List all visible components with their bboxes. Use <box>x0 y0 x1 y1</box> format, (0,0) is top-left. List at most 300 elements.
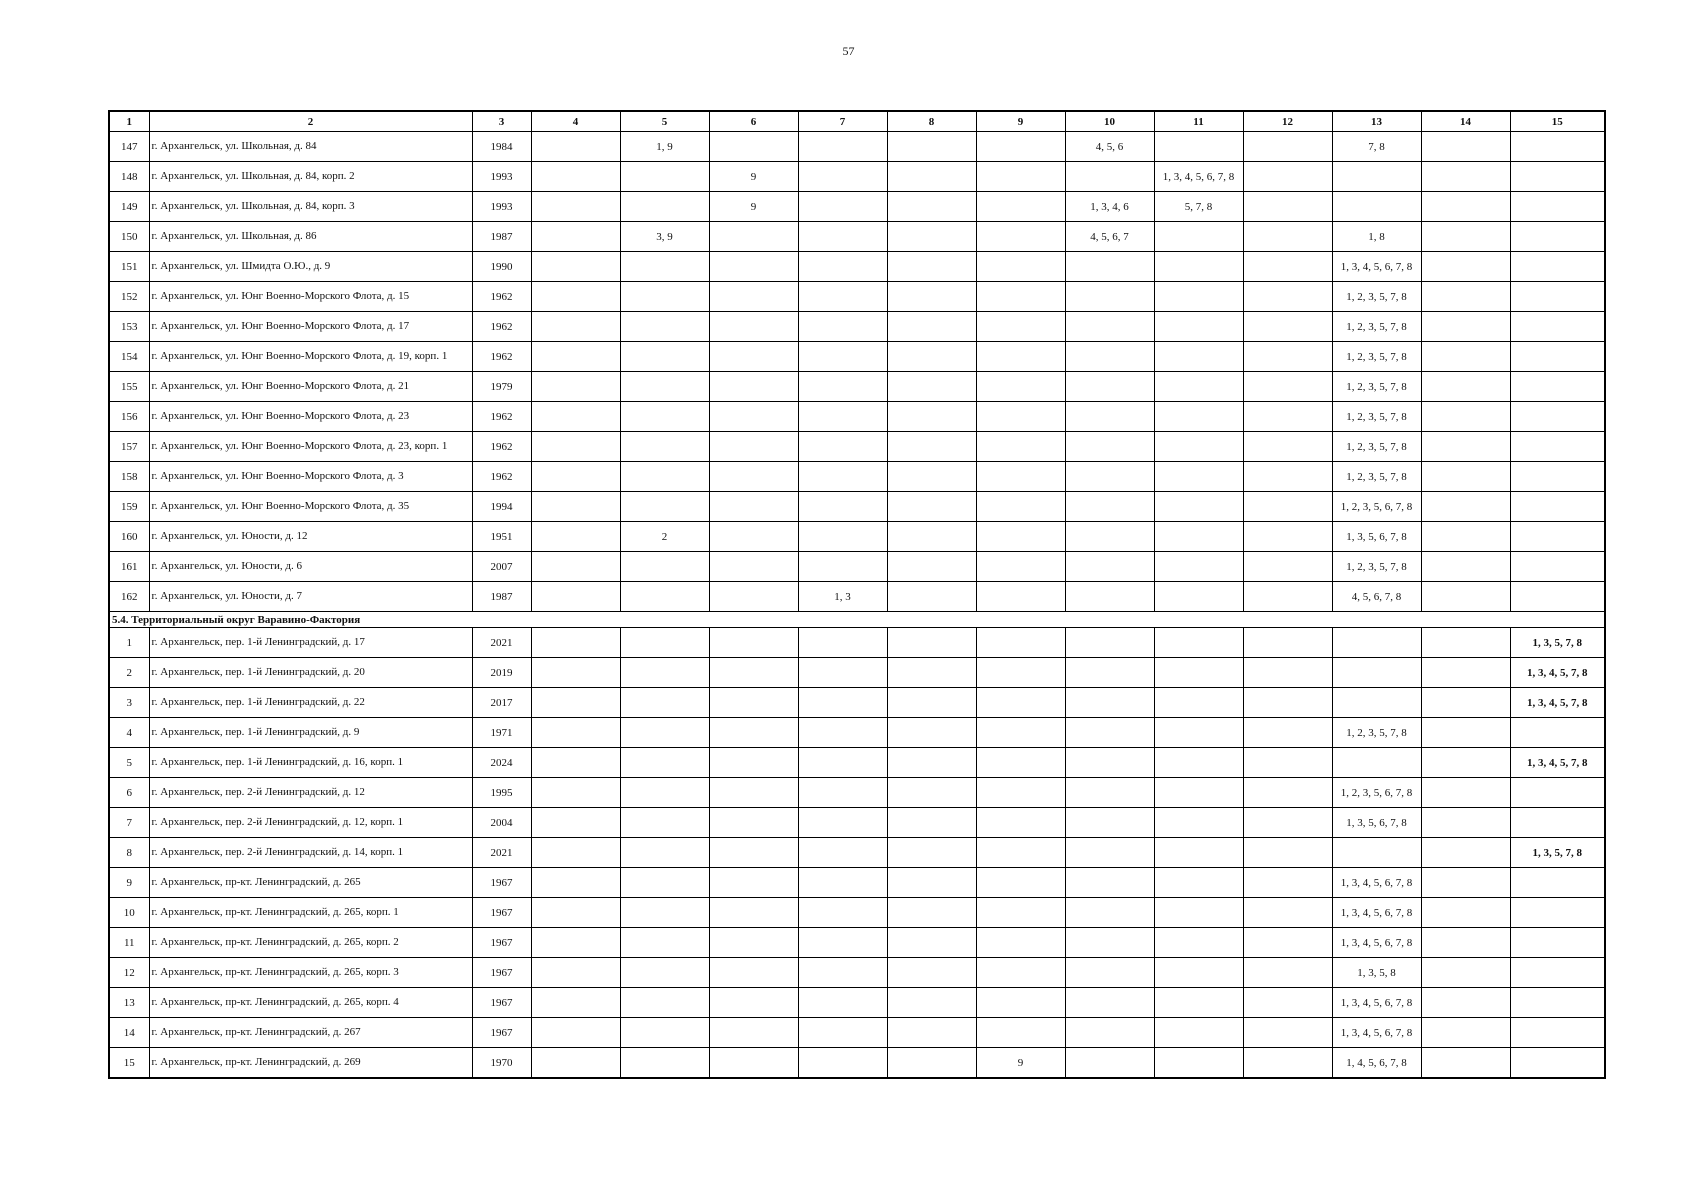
value-cell-8 <box>887 222 976 252</box>
year-cell: 2004 <box>472 808 531 838</box>
value-cell-4 <box>531 928 620 958</box>
value-cell-7 <box>798 928 887 958</box>
table-row <box>109 688 1605 718</box>
value-cell-7 <box>798 132 887 162</box>
year-cell: 2024 <box>472 748 531 778</box>
table-row <box>109 988 1605 1018</box>
value-cell-11 <box>1154 252 1243 282</box>
value-cell-13 <box>1332 688 1421 718</box>
value-cell-14 <box>1421 192 1510 222</box>
table-row <box>109 372 1605 402</box>
value-cell-13: 1, 3, 5, 6, 7, 8 <box>1332 522 1421 552</box>
value-cell-15 <box>1510 958 1605 988</box>
value-cell-13: 1, 2, 3, 5, 7, 8 <box>1332 342 1421 372</box>
row-number-cell: 158 <box>109 462 149 492</box>
year-cell: 1993 <box>472 162 531 192</box>
year-cell: 1995 <box>472 778 531 808</box>
value-cell-12 <box>1243 718 1332 748</box>
value-cell-12 <box>1243 748 1332 778</box>
year-cell: 1962 <box>472 432 531 462</box>
value-cell-9 <box>976 898 1065 928</box>
value-cell-14 <box>1421 312 1510 342</box>
value-cell-12 <box>1243 808 1332 838</box>
value-cell-14 <box>1421 898 1510 928</box>
value-cell-14 <box>1421 462 1510 492</box>
row-number-cell: 160 <box>109 522 149 552</box>
year-cell: 1967 <box>472 988 531 1018</box>
value-cell-9 <box>976 342 1065 372</box>
column-header: 4 <box>531 111 620 132</box>
address-cell: г. Архангельск, ул. Школьная, д. 86 <box>149 222 472 252</box>
value-cell-15 <box>1510 342 1605 372</box>
value-cell-12 <box>1243 282 1332 312</box>
value-cell-7 <box>798 222 887 252</box>
table-row <box>109 1048 1605 1079</box>
value-cell-5 <box>620 162 709 192</box>
value-cell-6 <box>709 868 798 898</box>
row-number-cell: 9 <box>109 868 149 898</box>
value-cell-9 <box>976 432 1065 462</box>
value-cell-9 <box>976 868 1065 898</box>
value-cell-15: 1, 3, 5, 7, 8 <box>1510 628 1605 658</box>
table-row <box>109 1018 1605 1048</box>
value-cell-6 <box>709 1018 798 1048</box>
header-row <box>109 111 1605 132</box>
value-cell-7 <box>798 252 887 282</box>
value-cell-12 <box>1243 132 1332 162</box>
value-cell-14 <box>1421 372 1510 402</box>
value-cell-7 <box>798 838 887 868</box>
value-cell-6 <box>709 552 798 582</box>
value-cell-15 <box>1510 192 1605 222</box>
address-cell: г. Архангельск, ул. Юнг Военно-Морского Флота, д. 21 <box>149 372 472 402</box>
value-cell-11: 5, 7, 8 <box>1154 192 1243 222</box>
row-number-cell: 149 <box>109 192 149 222</box>
value-cell-11 <box>1154 222 1243 252</box>
value-cell-13: 1, 3, 4, 5, 6, 7, 8 <box>1332 988 1421 1018</box>
value-cell-11 <box>1154 868 1243 898</box>
address-cell: г. Архангельск, пер. 1-й Ленинградский, д. 22 <box>149 688 472 718</box>
year-cell: 1962 <box>472 462 531 492</box>
value-cell-11 <box>1154 522 1243 552</box>
value-cell-4 <box>531 492 620 522</box>
value-cell-9 <box>976 988 1065 1018</box>
value-cell-13 <box>1332 628 1421 658</box>
value-cell-7 <box>798 988 887 1018</box>
value-cell-11 <box>1154 1018 1243 1048</box>
value-cell-13: 1, 8 <box>1332 222 1421 252</box>
address-cell: г. Архангельск, ул. Юнг Военно-Морского Флота, д. 17 <box>149 312 472 342</box>
value-cell-11 <box>1154 808 1243 838</box>
value-cell-10 <box>1065 868 1154 898</box>
value-cell-15 <box>1510 282 1605 312</box>
year-cell: 1993 <box>472 192 531 222</box>
table-row <box>109 192 1605 222</box>
value-cell-8 <box>887 402 976 432</box>
value-cell-5 <box>620 282 709 312</box>
value-cell-5 <box>620 582 709 612</box>
row-number-cell: 4 <box>109 718 149 748</box>
value-cell-9 <box>976 1018 1065 1048</box>
value-cell-13: 1, 3, 4, 5, 6, 7, 8 <box>1332 868 1421 898</box>
year-cell: 1984 <box>472 132 531 162</box>
value-cell-8 <box>887 282 976 312</box>
value-cell-14 <box>1421 838 1510 868</box>
value-cell-13: 1, 2, 3, 5, 7, 8 <box>1332 372 1421 402</box>
value-cell-12 <box>1243 688 1332 718</box>
year-cell: 1951 <box>472 522 531 552</box>
address-cell: г. Архангельск, ул. Школьная, д. 84 <box>149 132 472 162</box>
value-cell-10 <box>1065 162 1154 192</box>
value-cell-13: 7, 8 <box>1332 132 1421 162</box>
value-cell-6 <box>709 372 798 402</box>
value-cell-12 <box>1243 868 1332 898</box>
value-cell-5 <box>620 432 709 462</box>
address-cell: г. Архангельск, ул. Юности, д. 7 <box>149 582 472 612</box>
value-cell-6 <box>709 958 798 988</box>
address-cell: г. Архангельск, ул. Юнг Военно-Морского Флота, д. 35 <box>149 492 472 522</box>
value-cell-8 <box>887 1018 976 1048</box>
value-cell-9 <box>976 222 1065 252</box>
value-cell-14 <box>1421 808 1510 838</box>
value-cell-4 <box>531 868 620 898</box>
value-cell-5 <box>620 552 709 582</box>
value-cell-14 <box>1421 342 1510 372</box>
year-cell: 1962 <box>472 312 531 342</box>
value-cell-13: 1, 2, 3, 5, 7, 8 <box>1332 552 1421 582</box>
value-cell-6 <box>709 928 798 958</box>
value-cell-5 <box>620 748 709 778</box>
value-cell-13: 1, 3, 5, 8 <box>1332 958 1421 988</box>
year-cell: 1967 <box>472 868 531 898</box>
value-cell-6 <box>709 222 798 252</box>
value-cell-9 <box>976 282 1065 312</box>
value-cell-10 <box>1065 988 1154 1018</box>
address-cell: г. Архангельск, пр-кт. Ленинградский, д. 265, корп. 2 <box>149 928 472 958</box>
value-cell-11 <box>1154 582 1243 612</box>
value-cell-13: 1, 2, 3, 5, 6, 7, 8 <box>1332 778 1421 808</box>
value-cell-14 <box>1421 1048 1510 1079</box>
value-cell-13: 1, 2, 3, 5, 7, 8 <box>1332 462 1421 492</box>
value-cell-7 <box>798 462 887 492</box>
column-header: 14 <box>1421 111 1510 132</box>
value-cell-6 <box>709 748 798 778</box>
value-cell-10 <box>1065 928 1154 958</box>
row-number-cell: 11 <box>109 928 149 958</box>
value-cell-15 <box>1510 162 1605 192</box>
value-cell-11 <box>1154 718 1243 748</box>
value-cell-9 <box>976 252 1065 282</box>
address-cell: г. Архангельск, ул. Юнг Военно-Морского Флота, д. 23, корп. 1 <box>149 432 472 462</box>
value-cell-15 <box>1510 402 1605 432</box>
value-cell-13: 1, 2, 3, 5, 7, 8 <box>1332 282 1421 312</box>
value-cell-9 <box>976 492 1065 522</box>
column-header: 2 <box>149 111 472 132</box>
row-number-cell: 8 <box>109 838 149 868</box>
address-cell: г. Архангельск, пр-кт. Ленинградский, д. 267 <box>149 1018 472 1048</box>
year-cell: 1987 <box>472 582 531 612</box>
year-cell: 1967 <box>472 928 531 958</box>
value-cell-7 <box>798 162 887 192</box>
section-title: 5.4. Территориальный округ Варавино-Фактория <box>109 612 1605 628</box>
address-cell: г. Архангельск, ул. Юнг Военно-Морского Флота, д. 23 <box>149 402 472 432</box>
address-cell: г. Архангельск, пер. 1-й Ленинградский, д. 20 <box>149 658 472 688</box>
value-cell-8 <box>887 958 976 988</box>
address-cell: г. Архангельск, пер. 1-й Ленинградский, д. 17 <box>149 628 472 658</box>
value-cell-10: 4, 5, 6, 7 <box>1065 222 1154 252</box>
value-cell-14 <box>1421 748 1510 778</box>
row-number-cell: 14 <box>109 1018 149 1048</box>
table-row <box>109 628 1605 658</box>
row-number-cell: 151 <box>109 252 149 282</box>
value-cell-14 <box>1421 522 1510 552</box>
value-cell-10: 4, 5, 6 <box>1065 132 1154 162</box>
value-cell-6 <box>709 282 798 312</box>
value-cell-5 <box>620 718 709 748</box>
value-cell-13 <box>1332 658 1421 688</box>
value-cell-15 <box>1510 462 1605 492</box>
value-cell-12 <box>1243 252 1332 282</box>
table-row <box>109 748 1605 778</box>
table-row <box>109 838 1605 868</box>
year-cell: 1962 <box>472 402 531 432</box>
value-cell-4 <box>531 282 620 312</box>
column-header: 10 <box>1065 111 1154 132</box>
value-cell-4 <box>531 628 620 658</box>
value-cell-8 <box>887 492 976 522</box>
value-cell-10: 1, 3, 4, 6 <box>1065 192 1154 222</box>
value-cell-10 <box>1065 808 1154 838</box>
value-cell-7 <box>798 552 887 582</box>
value-cell-5 <box>620 808 709 838</box>
value-cell-14 <box>1421 132 1510 162</box>
value-cell-15 <box>1510 778 1605 808</box>
value-cell-14 <box>1421 552 1510 582</box>
value-cell-12 <box>1243 958 1332 988</box>
column-header: 7 <box>798 111 887 132</box>
value-cell-4 <box>531 958 620 988</box>
value-cell-8 <box>887 582 976 612</box>
value-cell-7 <box>798 432 887 462</box>
value-cell-9 <box>976 838 1065 868</box>
address-cell: г. Архангельск, пер. 2-й Ленинградский, д. 14, корп. 1 <box>149 838 472 868</box>
value-cell-9 <box>976 658 1065 688</box>
value-cell-9 <box>976 372 1065 402</box>
value-cell-13: 1, 3, 4, 5, 6, 7, 8 <box>1332 252 1421 282</box>
value-cell-11 <box>1154 898 1243 928</box>
table-row <box>109 312 1605 342</box>
value-cell-6 <box>709 898 798 928</box>
value-cell-10 <box>1065 402 1154 432</box>
value-cell-12 <box>1243 1048 1332 1079</box>
table-row <box>109 432 1605 462</box>
year-cell: 2007 <box>472 552 531 582</box>
year-cell: 1967 <box>472 898 531 928</box>
value-cell-8 <box>887 462 976 492</box>
value-cell-14 <box>1421 688 1510 718</box>
value-cell-8 <box>887 748 976 778</box>
value-cell-4 <box>531 372 620 402</box>
value-cell-13: 1, 3, 4, 5, 6, 7, 8 <box>1332 928 1421 958</box>
value-cell-10 <box>1065 628 1154 658</box>
value-cell-8 <box>887 628 976 658</box>
value-cell-4 <box>531 132 620 162</box>
value-cell-5 <box>620 372 709 402</box>
value-cell-8 <box>887 342 976 372</box>
value-cell-9 <box>976 778 1065 808</box>
row-number-cell: 12 <box>109 958 149 988</box>
table-row <box>109 658 1605 688</box>
row-number-cell: 13 <box>109 988 149 1018</box>
value-cell-10 <box>1065 252 1154 282</box>
value-cell-5 <box>620 628 709 658</box>
table-row <box>109 282 1605 312</box>
value-cell-4 <box>531 192 620 222</box>
row-number-cell: 6 <box>109 778 149 808</box>
value-cell-4 <box>531 462 620 492</box>
value-cell-13: 1, 2, 3, 5, 7, 8 <box>1332 432 1421 462</box>
value-cell-11 <box>1154 372 1243 402</box>
value-cell-12 <box>1243 312 1332 342</box>
value-cell-11 <box>1154 988 1243 1018</box>
value-cell-4 <box>531 252 620 282</box>
value-cell-12 <box>1243 222 1332 252</box>
year-cell: 1970 <box>472 1048 531 1079</box>
value-cell-4 <box>531 808 620 838</box>
value-cell-15 <box>1510 372 1605 402</box>
address-cell: г. Архангельск, ул. Юнг Военно-Морского Флота, д. 15 <box>149 282 472 312</box>
value-cell-10 <box>1065 582 1154 612</box>
value-cell-12 <box>1243 628 1332 658</box>
value-cell-15 <box>1510 582 1605 612</box>
value-cell-11 <box>1154 312 1243 342</box>
value-cell-5 <box>620 1018 709 1048</box>
value-cell-5 <box>620 898 709 928</box>
value-cell-10 <box>1065 898 1154 928</box>
value-cell-11 <box>1154 282 1243 312</box>
value-cell-15: 1, 3, 4, 5, 7, 8 <box>1510 688 1605 718</box>
value-cell-11 <box>1154 628 1243 658</box>
value-cell-11 <box>1154 658 1243 688</box>
address-cell: г. Архангельск, пр-кт. Ленинградский, д. 265, корп. 4 <box>149 988 472 1018</box>
value-cell-5: 2 <box>620 522 709 552</box>
row-number-cell: 156 <box>109 402 149 432</box>
value-cell-13: 1, 2, 3, 5, 7, 8 <box>1332 312 1421 342</box>
value-cell-13: 1, 2, 3, 5, 6, 7, 8 <box>1332 492 1421 522</box>
value-cell-15 <box>1510 898 1605 928</box>
value-cell-10 <box>1065 282 1154 312</box>
value-cell-10 <box>1065 492 1154 522</box>
value-cell-7 <box>798 628 887 658</box>
value-cell-12 <box>1243 402 1332 432</box>
table-row <box>109 402 1605 432</box>
value-cell-6 <box>709 342 798 372</box>
value-cell-12 <box>1243 162 1332 192</box>
table-row <box>109 928 1605 958</box>
value-cell-5 <box>620 988 709 1018</box>
year-cell: 1979 <box>472 372 531 402</box>
value-cell-13 <box>1332 192 1421 222</box>
value-cell-6 <box>709 522 798 552</box>
value-cell-4 <box>531 402 620 432</box>
column-header: 13 <box>1332 111 1421 132</box>
value-cell-6 <box>709 402 798 432</box>
table-row <box>109 222 1605 252</box>
value-cell-14 <box>1421 718 1510 748</box>
value-cell-7 <box>798 1018 887 1048</box>
value-cell-8 <box>887 718 976 748</box>
value-cell-9 <box>976 312 1065 342</box>
value-cell-4 <box>531 162 620 192</box>
value-cell-15 <box>1510 928 1605 958</box>
column-header: 12 <box>1243 111 1332 132</box>
value-cell-6: 9 <box>709 192 798 222</box>
year-cell: 1990 <box>472 252 531 282</box>
value-cell-13: 1, 4, 5, 6, 7, 8 <box>1332 1048 1421 1079</box>
value-cell-6 <box>709 132 798 162</box>
value-cell-5 <box>620 868 709 898</box>
address-cell: г. Архангельск, ул. Школьная, д. 84, корп. 2 <box>149 162 472 192</box>
value-cell-15 <box>1510 808 1605 838</box>
address-cell: г. Архангельск, пер. 1-й Ленинградский, д. 9 <box>149 718 472 748</box>
value-cell-8 <box>887 192 976 222</box>
value-cell-14 <box>1421 582 1510 612</box>
value-cell-11 <box>1154 492 1243 522</box>
value-cell-8 <box>887 552 976 582</box>
value-cell-12 <box>1243 342 1332 372</box>
value-cell-7: 1, 3 <box>798 582 887 612</box>
value-cell-14 <box>1421 778 1510 808</box>
value-cell-6 <box>709 778 798 808</box>
value-cell-8 <box>887 162 976 192</box>
value-cell-12 <box>1243 462 1332 492</box>
value-cell-10 <box>1065 778 1154 808</box>
value-cell-14 <box>1421 628 1510 658</box>
column-header: 6 <box>709 111 798 132</box>
value-cell-13: 1, 3, 4, 5, 6, 7, 8 <box>1332 1018 1421 1048</box>
value-cell-10 <box>1065 312 1154 342</box>
value-cell-7 <box>798 312 887 342</box>
year-cell: 2021 <box>472 838 531 868</box>
value-cell-7 <box>798 808 887 838</box>
row-number-cell: 155 <box>109 372 149 402</box>
value-cell-8 <box>887 658 976 688</box>
value-cell-14 <box>1421 868 1510 898</box>
value-cell-10 <box>1065 522 1154 552</box>
row-number-cell: 15 <box>109 1048 149 1079</box>
value-cell-5 <box>620 688 709 718</box>
value-cell-9 <box>976 808 1065 838</box>
value-cell-4 <box>531 552 620 582</box>
value-cell-5: 3, 9 <box>620 222 709 252</box>
address-cell: г. Архангельск, пр-кт. Ленинградский, д. 265, корп. 1 <box>149 898 472 928</box>
value-cell-8 <box>887 688 976 718</box>
value-cell-6 <box>709 988 798 1018</box>
value-cell-8 <box>887 988 976 1018</box>
value-cell-15: 1, 3, 4, 5, 7, 8 <box>1510 748 1605 778</box>
value-cell-13: 1, 3, 4, 5, 6, 7, 8 <box>1332 898 1421 928</box>
value-cell-8 <box>887 928 976 958</box>
row-number-cell: 3 <box>109 688 149 718</box>
value-cell-6 <box>709 432 798 462</box>
value-cell-10 <box>1065 1048 1154 1079</box>
value-cell-11 <box>1154 838 1243 868</box>
row-number-cell: 161 <box>109 552 149 582</box>
value-cell-8 <box>887 1048 976 1079</box>
table-row <box>109 808 1605 838</box>
value-cell-7 <box>798 192 887 222</box>
value-cell-8 <box>887 252 976 282</box>
